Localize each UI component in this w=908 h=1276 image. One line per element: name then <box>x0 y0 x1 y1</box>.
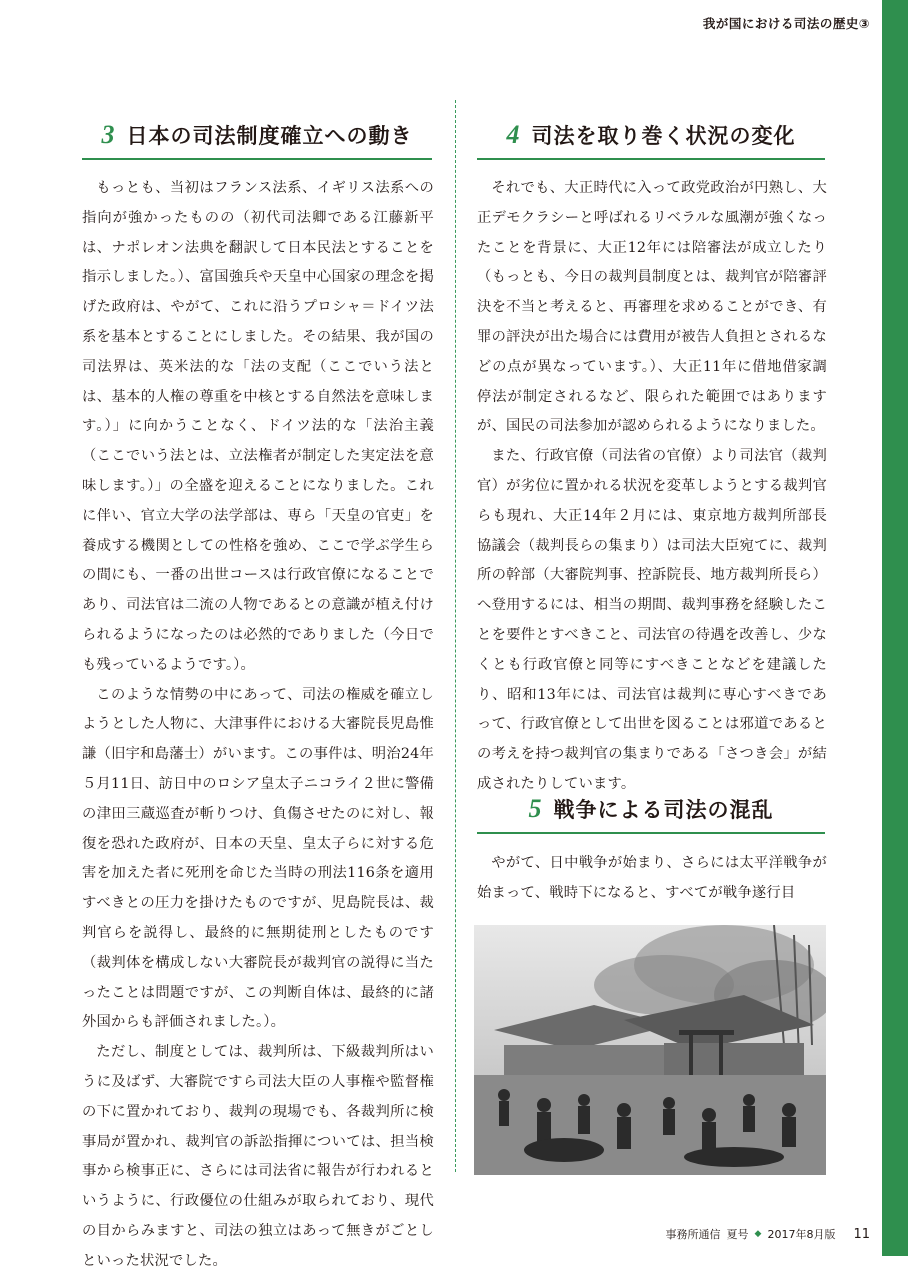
paragraph: それでも、大正時代に入って政党政治が円熟し、大正デモクラシーと呼ばれるリベラルな風潮が強くなったことを背景に、大正12年には陪審法が成立したり（もっとも、今日の裁判員制度とは、裁判官が陪審評決を不当と考えると、再審理を求めることができ、有罪の評決が出た場合には費用が被告人負担とされるなどの点が異なっています。）、大正11年に借地借家調停法が制定されるなど、限られた範囲ではありますが、国民の司法参加が認められるようになりました。 <box>477 180 827 435</box>
historical-illustration <box>474 925 826 1175</box>
paragraph: また、行政官僚（司法省の官僚）より司法官（裁判官）が劣位に置かれる状況を変革しようとする裁判官らも現れ、大正14年２月には、東京地方裁判所部長協議会（裁判長らの集まり）は司法大臣宛てに、裁判所の幹部（大審院判事、控訴院長、地方裁判所長ら）へ登用するには、相当の期間、裁判事務を経験したことを要件とすべきこと、司法官の待遇を改善し、少なくとも行政官僚と同等にすべきことなどを建議したり、昭和13年には、司法官は裁判に専心すべきであって、行政官僚として出世を図ることは邪道であるとの考えを持つ裁判官の集まりである「さつき会」が結成されたりしています。 <box>477 448 827 792</box>
page-footer <box>666 1226 870 1242</box>
section-title: 司法を取り巻く状況の変化 <box>531 123 796 148</box>
section-3-heading <box>82 116 432 160</box>
paragraph: やがて、日中戦争が始まり、さらには太平洋戦争が始まって、戦時下になると、すべてが戦争遂行目 <box>477 855 827 901</box>
section-number: 3 <box>101 120 115 149</box>
running-title: 我が国における司法の歴史③ <box>702 16 870 31</box>
section-4-body <box>477 174 827 800</box>
paragraph: もっとも、当初はフランス法系、イギリス法系への指向が強かったものの（初代司法卿である江藤新平は、ナポレオン法典を翻訳して日本民法とすることを指示しました。）、富国強兵や天皇中心国家の理念を掲げた政府は、やがて、これに沿うプロシャ＝ドイツ法系を基本とすることにしました。その結果、我が国の司法界は、英米法的な「法の支配（ここでいう法とは、基本的人権の尊重を中核とする自然法を意味します。）」に向かうことなく、ドイツ法的な「法治主義（ここでいう法とは、立法権者が制定した実定法を意味します。）」の全盛を迎えることになりました。これに伴い、官立大学の法学部は、専ら「天皇の官吏」を養成する機関としての性格を強め、ここで学ぶ学生らの間にも、一番の出世コースは行政官僚になることであり、司法官は二流の人物であるとの意識が植え付けられるようになったのは必然的でありました（今日でも残っているようです。）。 <box>82 180 434 673</box>
engraving-image <box>474 925 826 1175</box>
paragraph: このような情勢の中にあって、司法の権威を確立しようとした人物に、大津事件における大審院長児島惟謙（旧宇和島藩士）がいます。この事件は、明治24年５月11日、訪日中のロシア皇太子ニコライ２世に警備の津田三蔵巡査が斬りつけ、負傷させたのに対し、報復を恐れた政府が、日本の天皇、皇太子らに対する危害を加えた者に死刑を命じた当時の刑法116条を適用すべきとの圧力を掛けたものですが、児島院長は、裁判官らを説得し、最終的に無期徒刑としたものです（裁判体を構成しない大審院長が裁判官の説得に当たったことは問題ですが、この判断自体は、最終的に諸外国からも評価されました。）。 <box>82 686 434 1031</box>
section-title: 日本の司法制度確立への動き <box>126 123 413 148</box>
page-edge-bar <box>882 0 908 1256</box>
issue-label: 夏号 <box>726 1228 749 1241</box>
publication-name: 事務所通信 <box>665 1228 721 1241</box>
section-3-body <box>82 174 434 1276</box>
section-title: 戦争による司法の混乱 <box>553 797 774 822</box>
page-number: 11 <box>853 1226 870 1242</box>
paragraph: ただし、制度としては、裁判所は、下級裁判所はいうに及ばず、大審院ですら司法大臣の人事権や監督権の下に置かれており、裁判の現場でも、各裁判所に検事局が置かれ、裁判官の訴訟指揮については、担当検事から検事正に、さらには司法省に報告が行われるというように、行政優位の仕組みが取られており、現代の目からみますと、司法の独立はあって無きがごとしといった状況でした。 <box>82 1044 434 1269</box>
section-number: 5 <box>528 794 542 823</box>
diamond-icon: ◆ <box>754 1229 762 1239</box>
edition-label: 2017年8月版 <box>767 1228 836 1241</box>
column-divider <box>455 100 456 1172</box>
section-5-body <box>477 849 827 909</box>
section-number: 4 <box>506 120 520 149</box>
section-5-heading <box>477 790 825 834</box>
section-4-heading <box>477 116 825 160</box>
